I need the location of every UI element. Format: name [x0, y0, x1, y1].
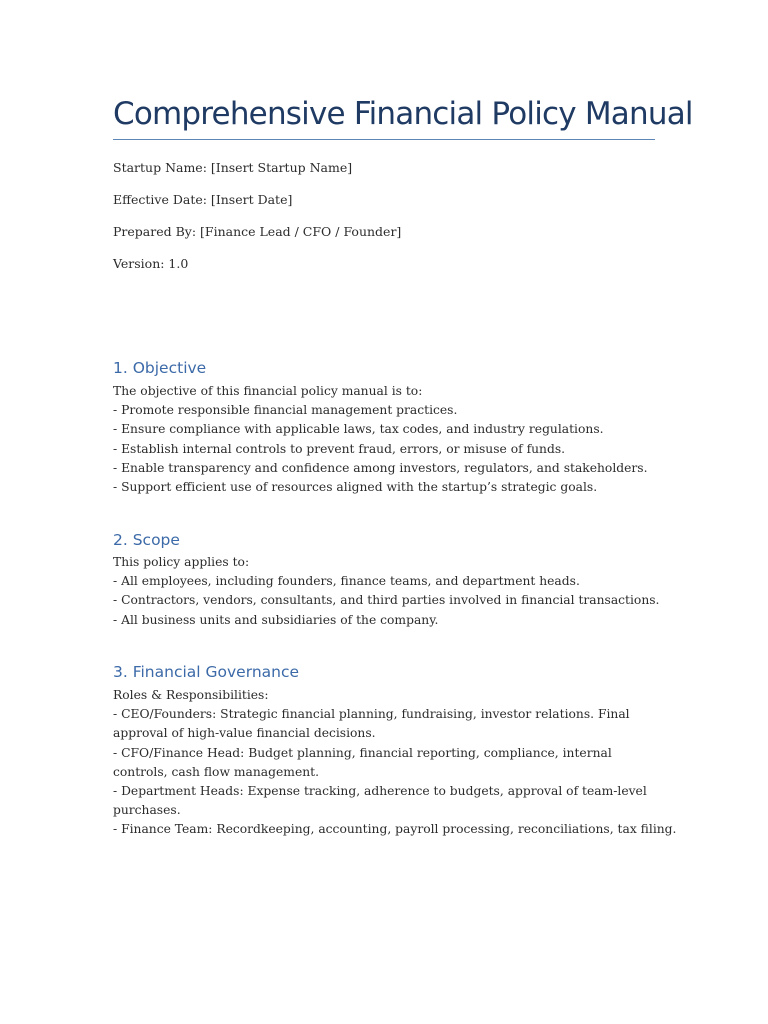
- body-line: - All business units and subsidiaries of the company.: [113, 612, 439, 627]
- body-line: - CFO/Finance Head: Budget planning, financial reporting, compliance, internal controls, cash flow management.: [113, 745, 612, 779]
- meta-startup-name: Startup Name: [Insert Startup Name]: [113, 160, 353, 175]
- section-body-financial-governance: [113, 686, 677, 840]
- body-line: This policy applies to:: [113, 555, 250, 569]
- meta-effective-date: Effective Date: [Insert Date]: [113, 192, 293, 207]
- document-title: Comprehensive Financial Policy Manual: [113, 96, 693, 132]
- section-heading-scope: 2. Scope: [113, 531, 180, 549]
- body-line: Roles & Responsibilities:: [113, 688, 269, 702]
- section-body-scope: [113, 553, 658, 630]
- body-line: - Support efficient use of resources aligned with the startup’s strategic goals.: [113, 480, 598, 495]
- section-heading-objective: 1. Objective: [113, 359, 207, 377]
- body-line: - Enable transparency and confidence among investors, regulators, and stakeholders.: [113, 460, 648, 475]
- body-line: - All employees, including founders, finance teams, and department heads.: [113, 574, 580, 589]
- meta-prepared-by: Prepared By: [Finance Lead / CFO / Founder]: [113, 224, 402, 239]
- title-underline: [113, 139, 655, 140]
- meta-version: Version: 1.0: [113, 256, 189, 271]
- body-line: - Department Heads: Expense tracking, adherence to budgets, approval of team-level purchases.: [113, 784, 647, 818]
- section-heading-financial-governance: 3. Financial Governance: [113, 663, 300, 681]
- body-line: - Promote responsible financial management practices.: [113, 403, 458, 418]
- body-line: - Ensure compliance with applicable laws, tax codes, and industry regulations.: [113, 422, 604, 437]
- section-body-objective: [113, 382, 658, 497]
- body-line: The objective of this financial policy manual is to:: [113, 384, 423, 398]
- body-line: - Establish internal controls to prevent fraud, errors, or misuse of funds.: [113, 441, 566, 456]
- document-page: [113, 0, 693, 1024]
- body-line: - CEO/Founders: Strategic financial planning, fundraising, investor relations. Final approval of high-value financial decisions.: [113, 707, 630, 741]
- body-line: - Contractors, vendors, consultants, and third parties involved in financial transactions.: [113, 593, 660, 608]
- body-line: - Finance Team: Recordkeeping, accounting, payroll processing, reconciliations, tax filing.: [113, 822, 677, 837]
